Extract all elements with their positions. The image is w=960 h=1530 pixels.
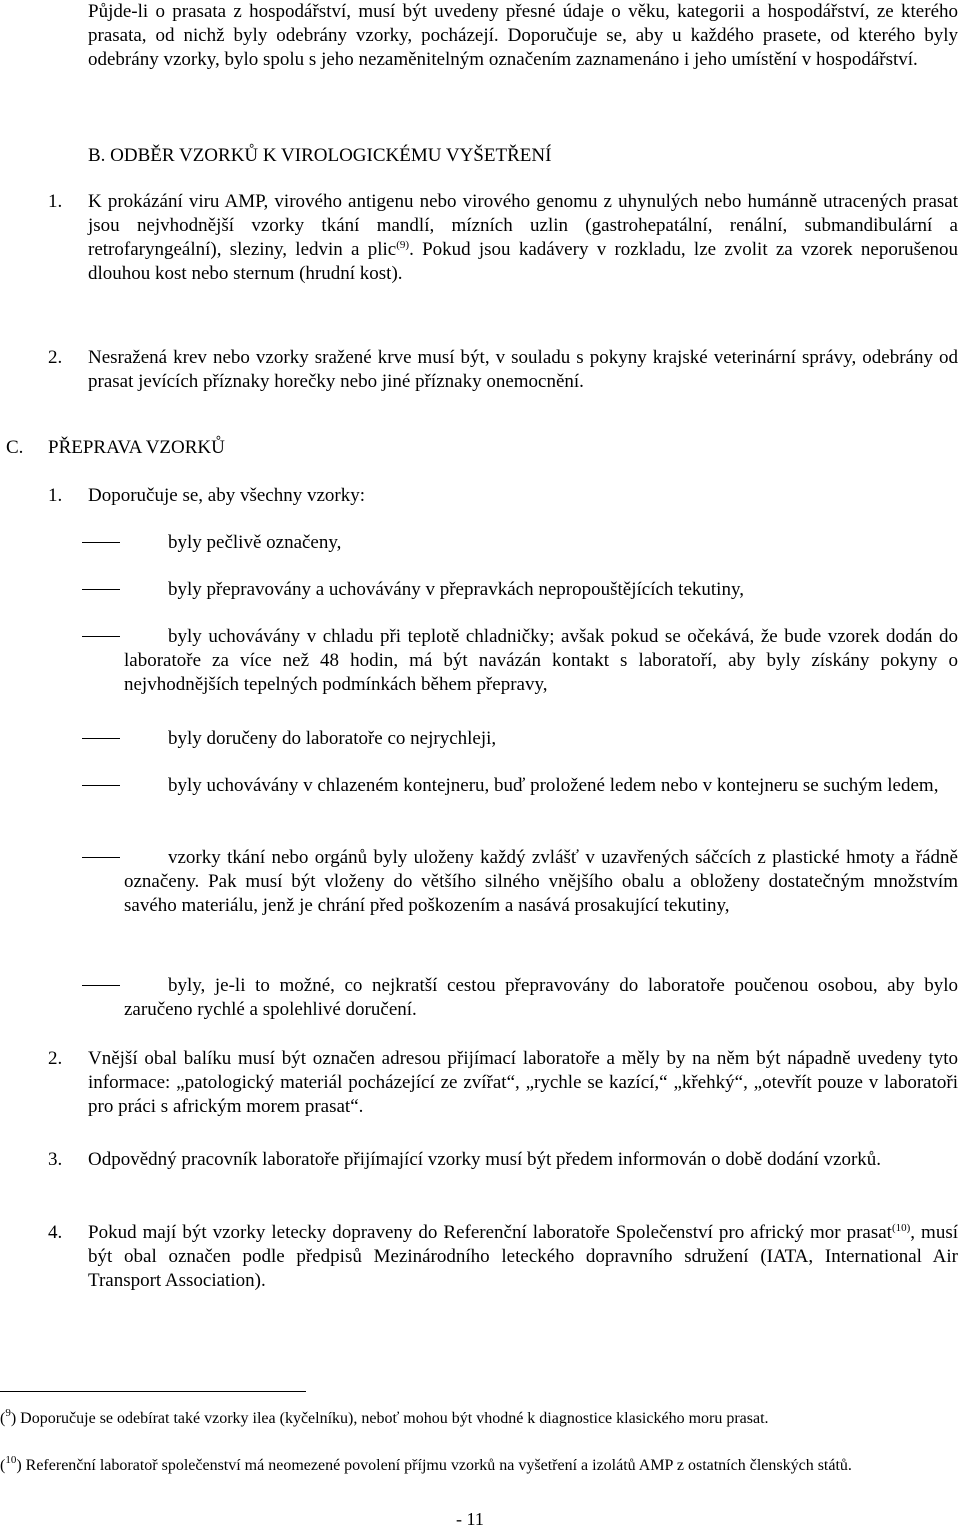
transport-list-item: byly pečlivě označeny, xyxy=(168,532,342,553)
intro-paragraph: Půjde-li o prasata z hospodářství, musí být uvedeny přesné údaje o věku, kategorii a hospodářství, ze kterého prasata, od nichž byly odebrány vzorky, pocházejí. Doporučuje se, aby u každého prasete, od kterého byly odebrány vzorky, bylo spolu s jeho nezaměnitelným označením zaznamenáno i jeho umístění v hospodářství. xyxy=(88,1,958,70)
page-number: - 11 xyxy=(456,1509,484,1529)
bullet-dash xyxy=(82,589,120,590)
footnote-10-marker: 10 xyxy=(5,1454,17,1466)
bullet-dash xyxy=(82,785,120,786)
bullet-dash xyxy=(82,542,120,543)
footnote-9 xyxy=(0,1409,958,1429)
section-b-heading: B. ODBĚR VZORKŮ K VIROLOGICKÉMU VYŠETŘENÍ xyxy=(88,145,552,166)
section-b-item-2-number: 2. xyxy=(48,347,63,368)
section-b-item-2-text: Nesražená krev nebo vzorky sražené krve musí být, v souladu s pokyny krajské veterinární správy, odebrány od prasat jevících příznaky horečky nebo jiné příznaky onemocnění. xyxy=(88,347,958,392)
footnote-separator xyxy=(0,1391,306,1392)
transport-list-item: byly, je-li to možné, co nejkratší cestou přepravovány do laboratoře poučenou osobou, aby bylo zaručeno rychlé a spolehlivé doručení. xyxy=(124,975,958,1020)
transport-list-item: byly doručeny do laboratoře co nejrychleji, xyxy=(168,728,497,749)
section-c-item-2-number: 2. xyxy=(48,1048,63,1069)
section-c-item-1-text: Doporučuje se, aby všechny vzorky: xyxy=(88,485,366,506)
section-c-item-4-number: 4. xyxy=(48,1222,63,1243)
bullet-dash xyxy=(82,636,120,637)
section-b-item-1-number: 1. xyxy=(48,191,63,212)
section-c-item-4-text-end: , musí být obal označen podle předpisů Mezinárodního leteckého dopravního sdružení (IATA, International Air Transport Association). xyxy=(88,1222,958,1291)
footnote-ref-10: (10) xyxy=(891,1222,911,1234)
footnote-9-close: ) xyxy=(10,1410,17,1427)
transport-list-item: byly uchovávány v chlazeném kontejneru, buď proložené ledem nebo v kontejneru se suchým ledem, xyxy=(168,775,939,796)
transport-list-item: byly přepravovány a uchovávány v přepravkách nepropouštějících tekutiny, xyxy=(168,579,744,600)
footnote-9-open: ( xyxy=(0,1410,6,1427)
footnote-10-open: ( xyxy=(0,1457,6,1474)
section-b-item-1-text xyxy=(88,190,958,286)
footnote-ref-9: (9) xyxy=(396,239,410,251)
bullet-dash xyxy=(82,738,120,739)
footnote-10 xyxy=(0,1456,958,1476)
footnote-10-text: Referenční laboratoř společenství má neomezené povolení příjmu vzorků na vyšetření a izolátů AMP z ostatních členských států. xyxy=(21,1457,852,1474)
section-c-heading-letter: C. xyxy=(6,437,24,458)
section-c-heading: PŘEPRAVA VZORKŮ xyxy=(48,437,225,458)
section-c-item-3-text: Odpovědný pracovník laboratoře přijímající vzorky musí být předem informován o době dodání vzorků. xyxy=(88,1149,882,1170)
transport-list-item: vzorky tkání nebo orgánů byly uloženy každý zvlášť v uzavřených sáčcích z plastické hmoty a řádně označeny. Pak musí být vloženy do většího silného vnějšího obalu a obloženy dostatečným množstvím savého materiálu, jenž je chrání před poškozením a nasává prosakující tekutiny, xyxy=(124,847,958,916)
bullet-dash xyxy=(82,985,120,986)
footnote-9-marker: 9 xyxy=(5,1407,11,1419)
section-c-item-3-number: 3. xyxy=(48,1149,63,1170)
section-c-item-4-text xyxy=(88,1221,958,1293)
footnote-10-close: ) xyxy=(16,1457,22,1474)
section-c-item-1-number: 1. xyxy=(48,485,63,506)
footnote-9-text: Doporučuje se odebírat také vzorky ilea (kyčelníku), neboť mohou být vhodné k diagnostice klasického moru prasat. xyxy=(16,1410,769,1427)
section-b-item-1-text-main: K prokázání viru AMP, virového antigenu nebo virového genomu z uhynulých nebo humánně utracených prasat jsou nejvhodnější vzorky tkání mandlí, mízních uzlin (gastrohepatální, renální, submandibulární a retrofaryngeální), sleziny, ledvin a plic xyxy=(88,191,958,260)
transport-list-item: byly uchovávány v chladu při teplotě chladničky; avšak pokud se očekává, že bude vzorek dodán do laboratoře za více než 48 hodin, má být navázán kontakt s laboratoří, aby byly získány pokyny o nejvhodnějších tepelných podmínkách během přepravy, xyxy=(124,626,958,695)
bullet-dash xyxy=(82,857,120,858)
section-c-item-2-text: Vnější obal balíku musí být označen adresou přijímací laboratoře a měly by na něm být nápadně uvedeny tyto informace: „patologický materiál pocházející ze zvířat“, „rychle se kazící,“ „křehký“, „otevřít pouze v laboratoři pro práci s africkým morem prasat“. xyxy=(88,1048,958,1117)
section-c-item-4-text-main: Pokud mají být vzorky letecky dopraveny do Referenční laboratoře Společenství pro africký mor prasat xyxy=(88,1222,892,1243)
section-b-item-1-text-end: . Pokud jsou kadávery v rozkladu, lze zvolit za vzorek neporušenou dlouhou kost nebo sternum (hrudní kost). xyxy=(88,239,959,284)
